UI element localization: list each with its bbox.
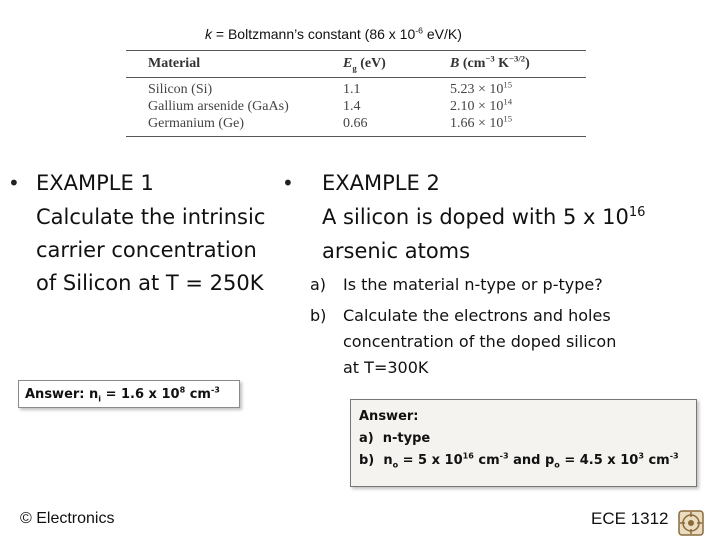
boltzmann-constant-note: k = Boltzmann’s constant (86 x $10^{-6}$ eV/K) xyxy=(205,25,462,42)
example1-line: carrier concentration xyxy=(36,238,257,262)
example2-statement-line2: arsenic atoms xyxy=(322,239,471,263)
question-b-label: b) xyxy=(310,306,327,325)
table-header-eg: $E_g$ (eV) xyxy=(343,56,386,73)
table-row-eg: 1.4 xyxy=(343,99,361,114)
table-row-eg: 1.1 xyxy=(343,82,361,97)
example1-answer-box: Answer: $n_i = 1.6$ x $10^8$ $cm^{-3}$ xyxy=(18,380,240,408)
answer-b: b) $n_o = 5$ x $10^{16}$ $cm^{-3}$ and $p_o = 4.5$ x $10^3$ $cm^{-3}$ xyxy=(359,451,679,470)
table-row-material: Germanium (Ge) xyxy=(148,116,245,131)
university-crest-icon xyxy=(676,508,706,538)
question-a-label: a) xyxy=(310,275,327,294)
table-header-b: B ($cm^{-3}$ $K^{-3/2}$) xyxy=(450,53,530,71)
question-a-text: Is the material n-type or p-type? xyxy=(343,275,603,294)
question-b-line: at T=300K xyxy=(343,358,429,377)
example1-line: of Silicon at T = 250K xyxy=(36,271,264,295)
material-constants-table xyxy=(126,44,586,144)
example2-answer-box xyxy=(350,399,697,487)
example2-bullet: • xyxy=(282,171,294,195)
table-row-material: Silicon (Si) xyxy=(148,82,213,97)
question-b-line: concentration of the doped silicon xyxy=(343,332,617,351)
footer-copyright: © Electronics xyxy=(20,510,115,527)
example1-bullet: • xyxy=(8,171,20,195)
answer-title: Answer: xyxy=(359,409,419,424)
table-bottom-rule xyxy=(126,136,586,137)
question-b-line: Calculate the electrons and holes xyxy=(343,306,611,325)
table-row-b: $2.10 \times 10^{14}$ xyxy=(450,96,513,114)
table-header-material: Material xyxy=(148,56,201,71)
example1-line: Calculate the intrinsic xyxy=(36,205,266,229)
example2-statement-line1: A silicon is doped with 5 x $10^{16}$ xyxy=(322,205,646,229)
table-header-rule xyxy=(126,77,586,78)
example1-title: EXAMPLE 1 xyxy=(36,171,154,195)
table-row-b: $5.23 \times 10^{15}$ xyxy=(450,79,513,97)
table-row-eg: 0.66 xyxy=(343,116,368,131)
table-row-material: Gallium arsenide (GaAs) xyxy=(148,99,289,114)
footer-course-code: ECE 1312 xyxy=(591,509,669,528)
table-row-b: $1.66 \times 10^{15}$ xyxy=(450,113,513,131)
example2-title: EXAMPLE 2 xyxy=(322,171,440,195)
answer-a: a) n-type xyxy=(359,431,431,446)
table-top-rule xyxy=(126,50,586,51)
